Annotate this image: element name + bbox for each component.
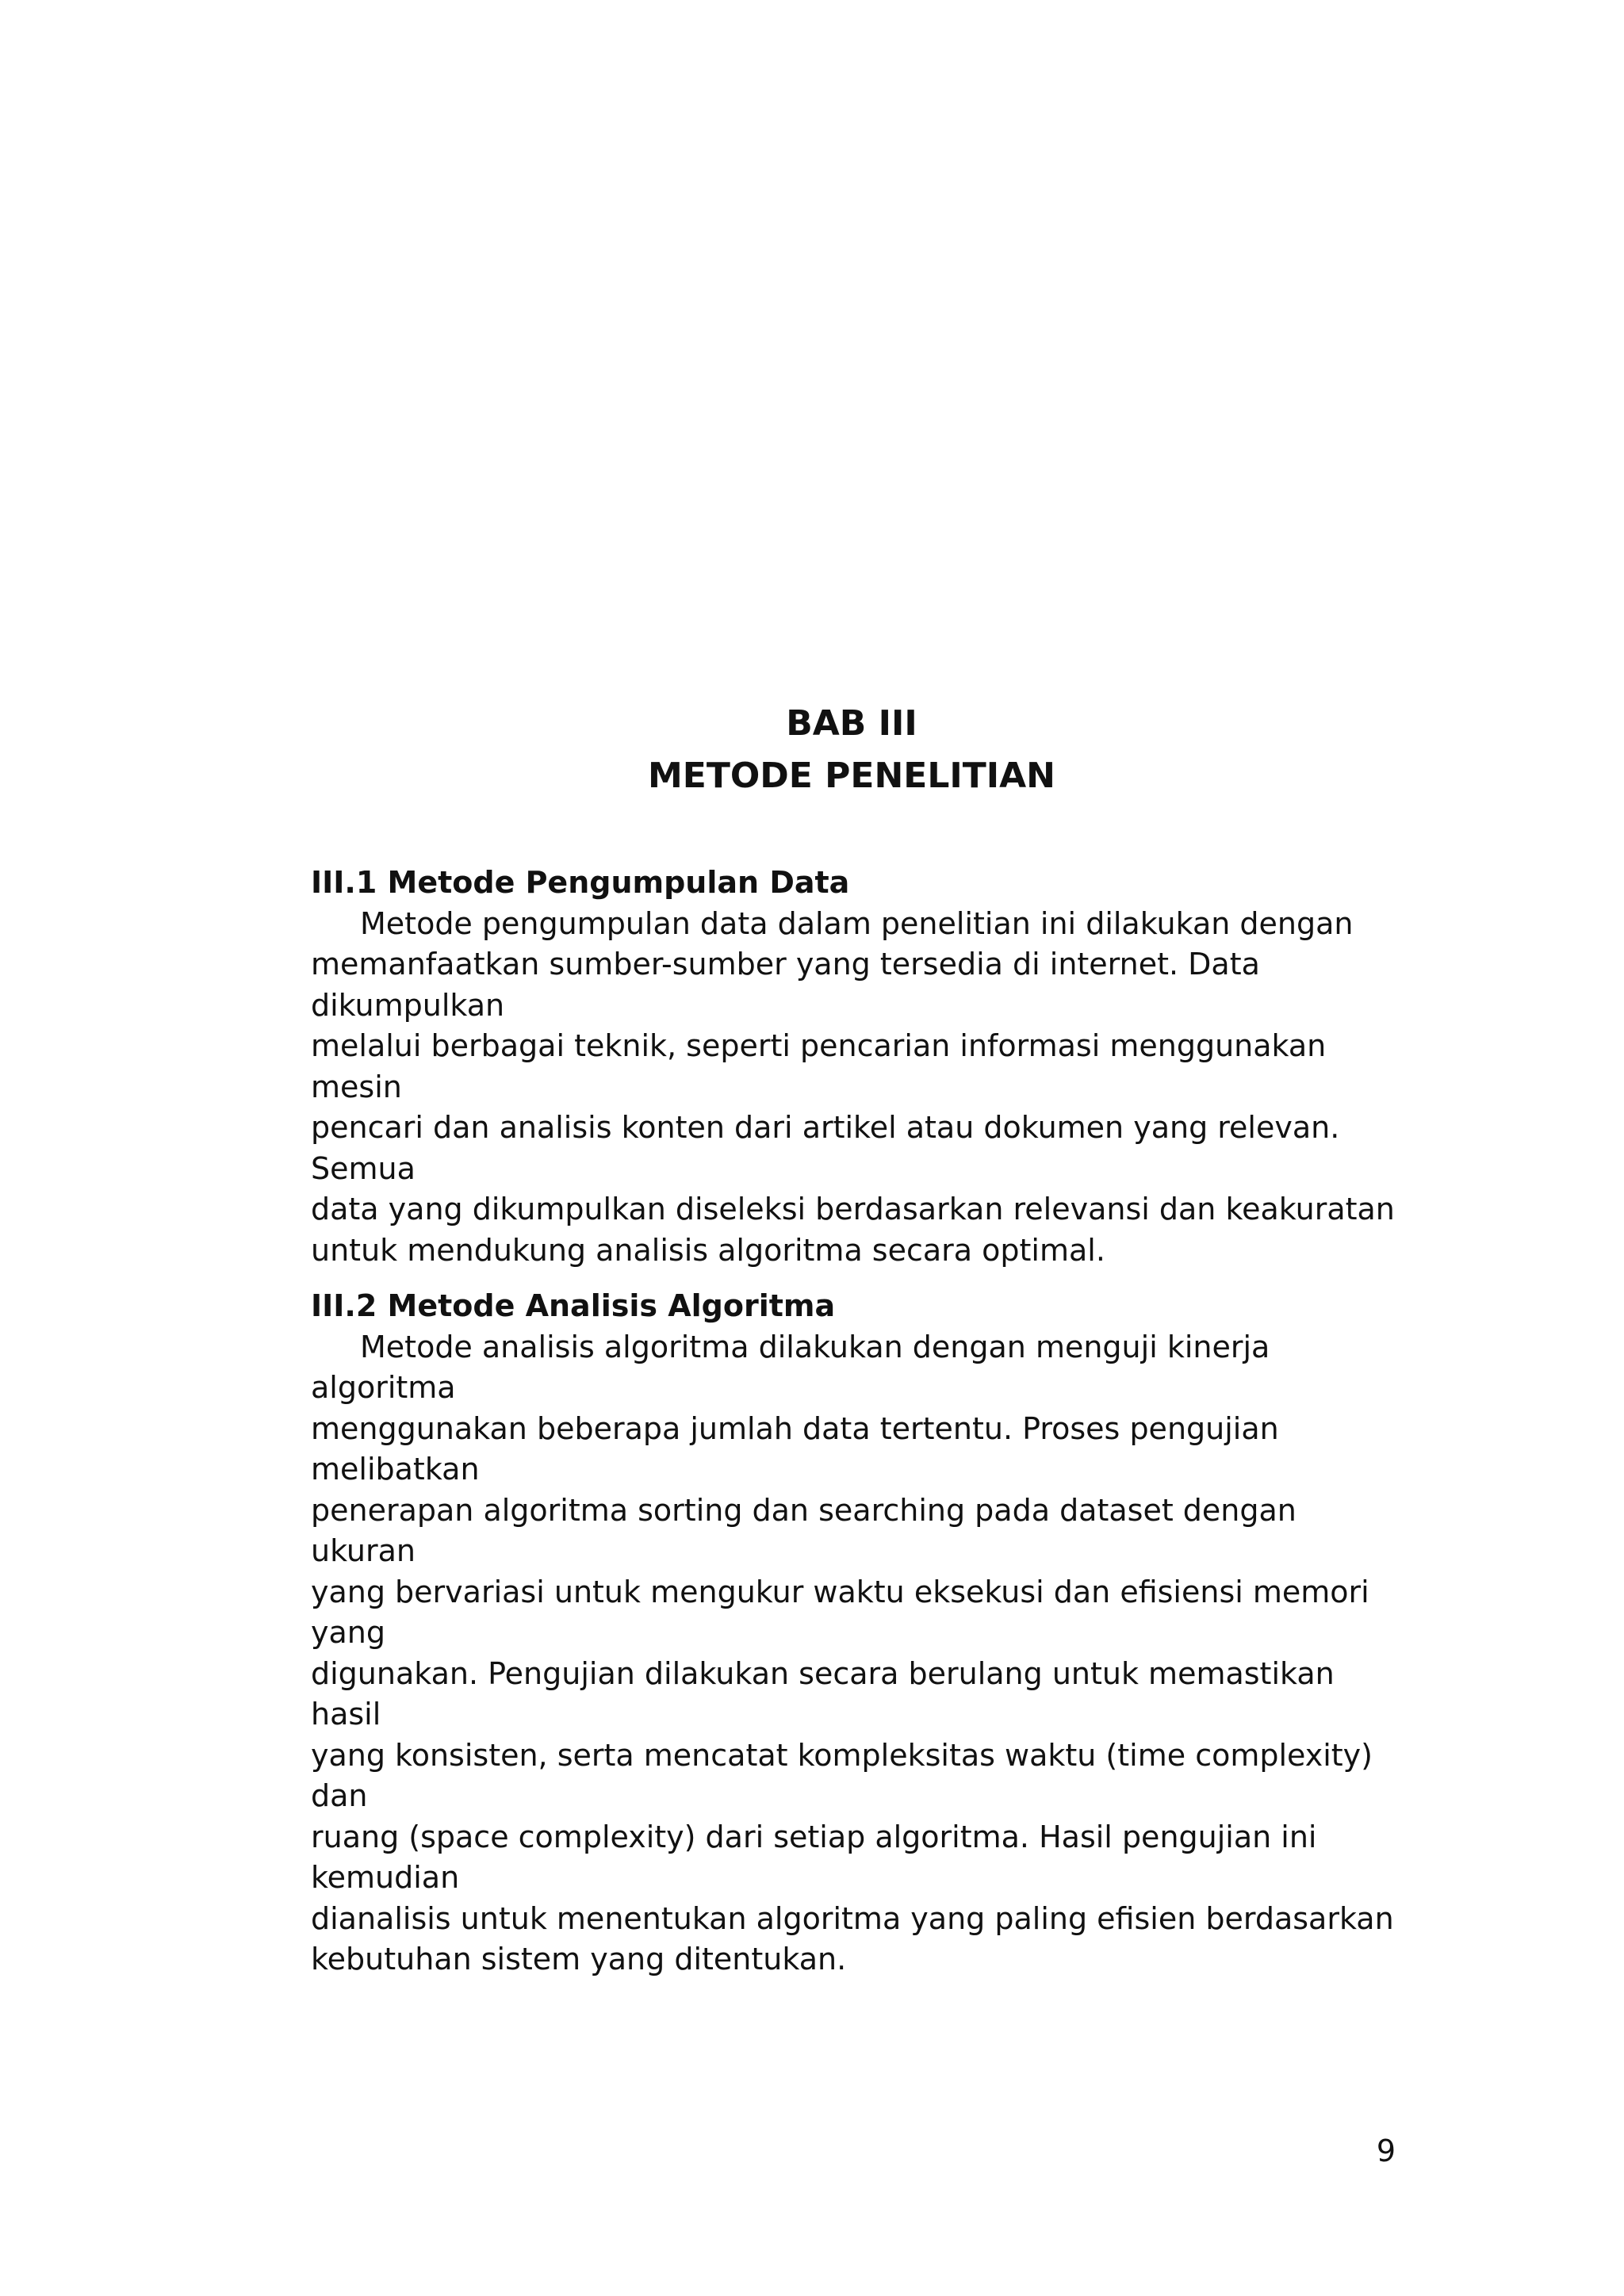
paragraph-line: yang konsisten, serta mencatat kompleksitas waktu (time complexity) dan <box>311 1737 1373 1813</box>
paragraph-line: kebutuhan sistem yang ditentukan. <box>311 1942 847 1976</box>
paragraph-line: untuk mendukung analisis algoritma secara optimal. <box>311 1232 1105 1268</box>
paragraph-line: menggunakan beberapa jumlah data tertentu. Proses pengujian melibatkan <box>311 1410 1279 1487</box>
page-number: 9 <box>1376 2133 1396 2168</box>
chapter-title: METODE PENELITIAN <box>647 756 1055 796</box>
paragraph-line: dianalisis untuk menentukan algoritma yang paling efisien berdasarkan <box>311 1900 1394 1936</box>
section-title: III.2 Metode Analisis Algoritma <box>311 1288 836 1323</box>
section-paragraph <box>311 904 1405 1272</box>
section-algorithm-analysis <box>311 1286 1405 1980</box>
paragraph-line: ruang (space complexity) dari setiap algoritma. Hasil pengujian ini kemudian <box>311 1819 1317 1895</box>
paragraph-line: penerapan algoritma sorting dan searching pada dataset dengan ukuran <box>311 1492 1297 1568</box>
paragraph-line: digunakan. Pengujian dilakukan secara berulang untuk memastikan hasil <box>311 1655 1335 1732</box>
paragraph-line: yang bervariasi untuk mengukur waktu eksekusi dan efisiensi memori yang <box>311 1574 1369 1650</box>
chapter-heading <box>0 698 1624 802</box>
paragraph-line: melalui berbagai teknik, seperti pencarian informasi menggunakan mesin <box>311 1028 1327 1104</box>
paragraph-line: pencari dan analisis konten dari artikel atau dokumen yang relevan. Semua <box>311 1110 1340 1186</box>
paragraph-line: Metode analisis algoritma dilakukan dengan menguji kinerja algoritma <box>311 1329 1270 1405</box>
paragraph-line: memanfaatkan sumber-sumber yang tersedia di internet. Data dikumpulkan <box>311 947 1260 1023</box>
section-data-collection <box>311 863 1405 1271</box>
chapter-label: BAB III <box>786 703 917 744</box>
chapter-content <box>311 863 1405 1996</box>
paragraph-line: Metode pengumpulan data dalam penelitian ini dilakukan dengan <box>360 905 1354 941</box>
paragraph-line: data yang dikumpulkan diseleksi berdasarkan relevansi dan keakuratan <box>311 1192 1395 1226</box>
section-title: III.1 Metode Pengumpulan Data <box>311 865 850 900</box>
section-paragraph <box>311 1327 1405 1980</box>
